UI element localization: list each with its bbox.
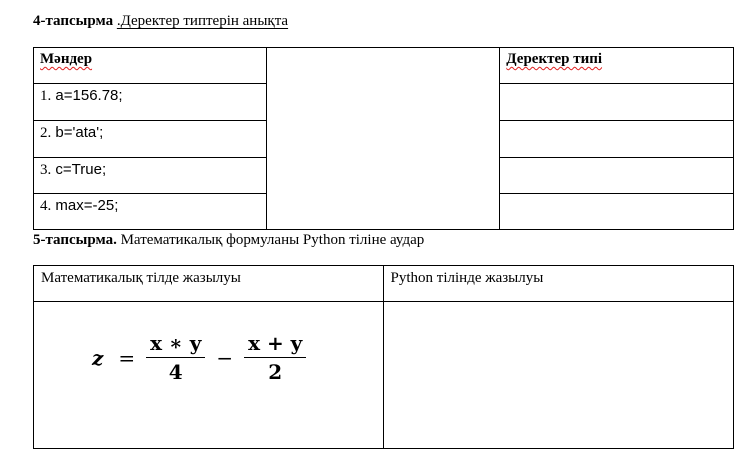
type-answer-cell-2[interactable]	[500, 121, 734, 158]
value-row-3: 3. c=True;	[34, 158, 267, 194]
header-math-notation: Математикалық тілде жазылуы	[34, 266, 384, 302]
value-row-2: 2. b='ata';	[34, 121, 267, 158]
header-data-type: Деректер типі	[500, 48, 734, 84]
task4-heading	[33, 13, 288, 30]
task5-instruction: Математикалық формуланы Python тіліне аудар	[120, 232, 425, 248]
task5-number: 5-тапсырма.	[33, 232, 117, 248]
type-answer-cell-1[interactable]	[500, 84, 734, 121]
math-formula	[88, 331, 306, 384]
python-answer-cell[interactable]	[383, 302, 733, 449]
formula-equals: =	[118, 345, 136, 370]
middle-empty-cell	[266, 48, 500, 230]
fraction-1-numerator: x ∗ y	[150, 331, 202, 355]
task4-number: 4-тапсырма	[33, 13, 114, 29]
fraction-1-denominator: 4	[146, 357, 205, 384]
type-answer-cell-4[interactable]	[500, 194, 734, 230]
data-types-table	[33, 47, 734, 230]
value-row-4: 4. max=-25;	[34, 194, 267, 230]
value-row-1: 1. a=156.78;	[34, 84, 267, 121]
task4-instruction: .Деректер типтерін анықта	[116, 13, 289, 29]
fraction-2-denominator: 2	[244, 357, 306, 384]
fraction-2	[244, 331, 306, 384]
header-python-notation: Python тілінде жазылуы	[383, 266, 733, 302]
formula-minus: −	[216, 345, 234, 370]
type-answer-cell-3[interactable]	[500, 158, 734, 194]
header-values: Мәндер	[34, 48, 267, 84]
fraction-1	[146, 331, 205, 384]
task5-heading	[33, 232, 424, 249]
formula-lhs: z	[92, 345, 104, 370]
fraction-2-numerator: x + y	[248, 331, 303, 355]
